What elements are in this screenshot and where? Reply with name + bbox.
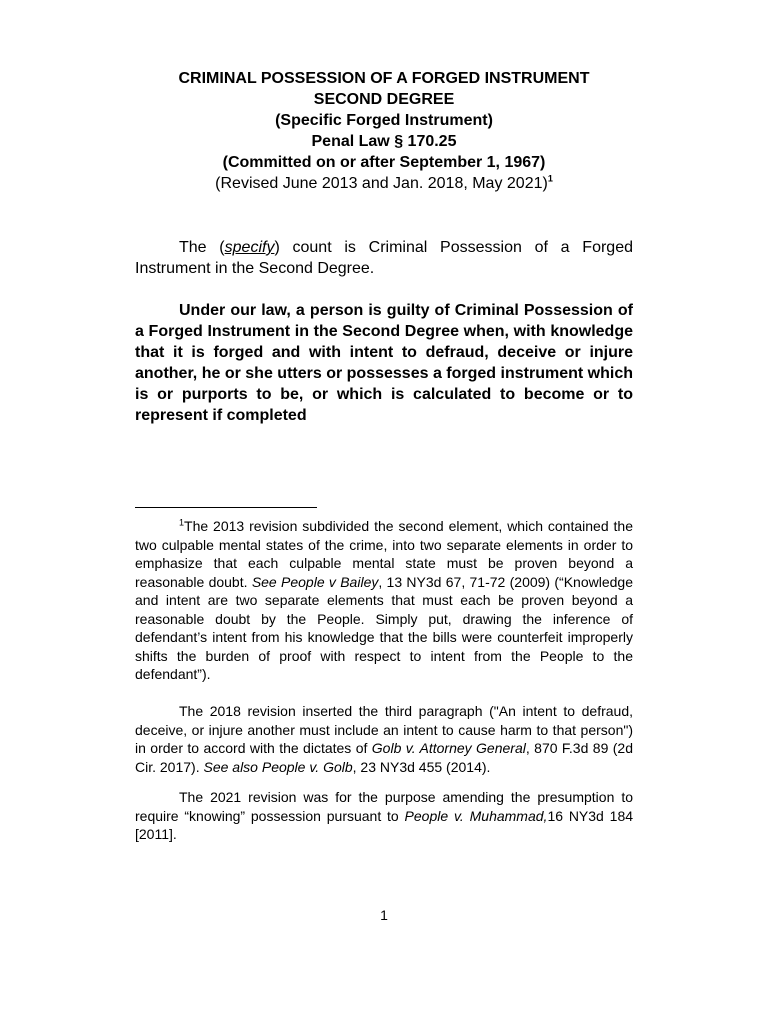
case-citation: Golb v. Attorney General: [371, 740, 526, 756]
specify-placeholder: specify: [224, 239, 275, 256]
document-title: [0, 68, 768, 194]
footnote-separator: [135, 507, 317, 508]
case-citation: See also People v. Golb: [203, 758, 353, 775]
footnote-reference[interactable]: 1: [547, 173, 553, 184]
paragraph-count: The (specify) count is Criminal Possession of a Forged Instrument in the Second Degree.: [135, 239, 634, 277]
case-citation: People v. Muhammad,: [404, 807, 548, 824]
paragraph-definition: Under our law, a person is guilty of Criminal Possession of a Forged Instrument in the Second Degree when, with knowledge that it is forged and with intent to defraud, deceive or injure another, he or she utters or possesses a forged instrument which is or purports to be, or which is calculated to become or to represent if completed: [135, 302, 633, 424]
revision-note: (Revised June 2013 and Jan. 2018, May 2021): [215, 175, 548, 192]
footnote-paragraph-2021: The 2021 revision was for the purpose amending the presumption to require “knowing” possession pursuant to People v. Muhammad,16 NY3d 184 [2011].: [135, 789, 634, 842]
page-number: 1: [380, 907, 388, 923]
title-line-2: SECOND DEGREE: [313, 91, 455, 108]
title-line-6: [0, 173, 768, 194]
footnote-1: $^1$The 2013 revision subdivided the second element, which contained the two culpable mental states of the crime, into two separate elements in order to emphasize that each culpable mental state must be proven beyond a reasonable doubt. See People v Bailey, 13 NY3d 67, 71-72 (2009) (“Knowledge and intent are two separate elements that must each be proven beyond a reasonable doubt by the People. Simply put, drawing the inference of defendant’s intent from his knowledge that the bills were counterfeit improperly shifts the burden of proof with respect to intent from the People to the defendant”).: [135, 517, 633, 682]
title-line-3: (Specific Forged Instrument): [275, 112, 493, 129]
footnote-paragraph-2018: The 2018 revision inserted the third paragraph ("An intent to defraud, deceive, or injure another must include an intent to cause harm to that person") in order to accord with the dictates of Golb v. Attorney General, 870 F.3d 89 (2d Cir. 2017). See also People v. Golb, 23 NY3d 455 (2014).: [135, 703, 633, 775]
title-line-4: Penal Law § 170.25: [311, 133, 457, 150]
footnote-number: 1: [179, 517, 185, 528]
case-citation: See People v Bailey: [251, 573, 379, 590]
title-line-5: (Committed on or after September 1, 1967): [222, 154, 546, 171]
title-line-1: CRIMINAL POSSESSION OF A FORGED INSTRUMENT: [178, 70, 590, 87]
